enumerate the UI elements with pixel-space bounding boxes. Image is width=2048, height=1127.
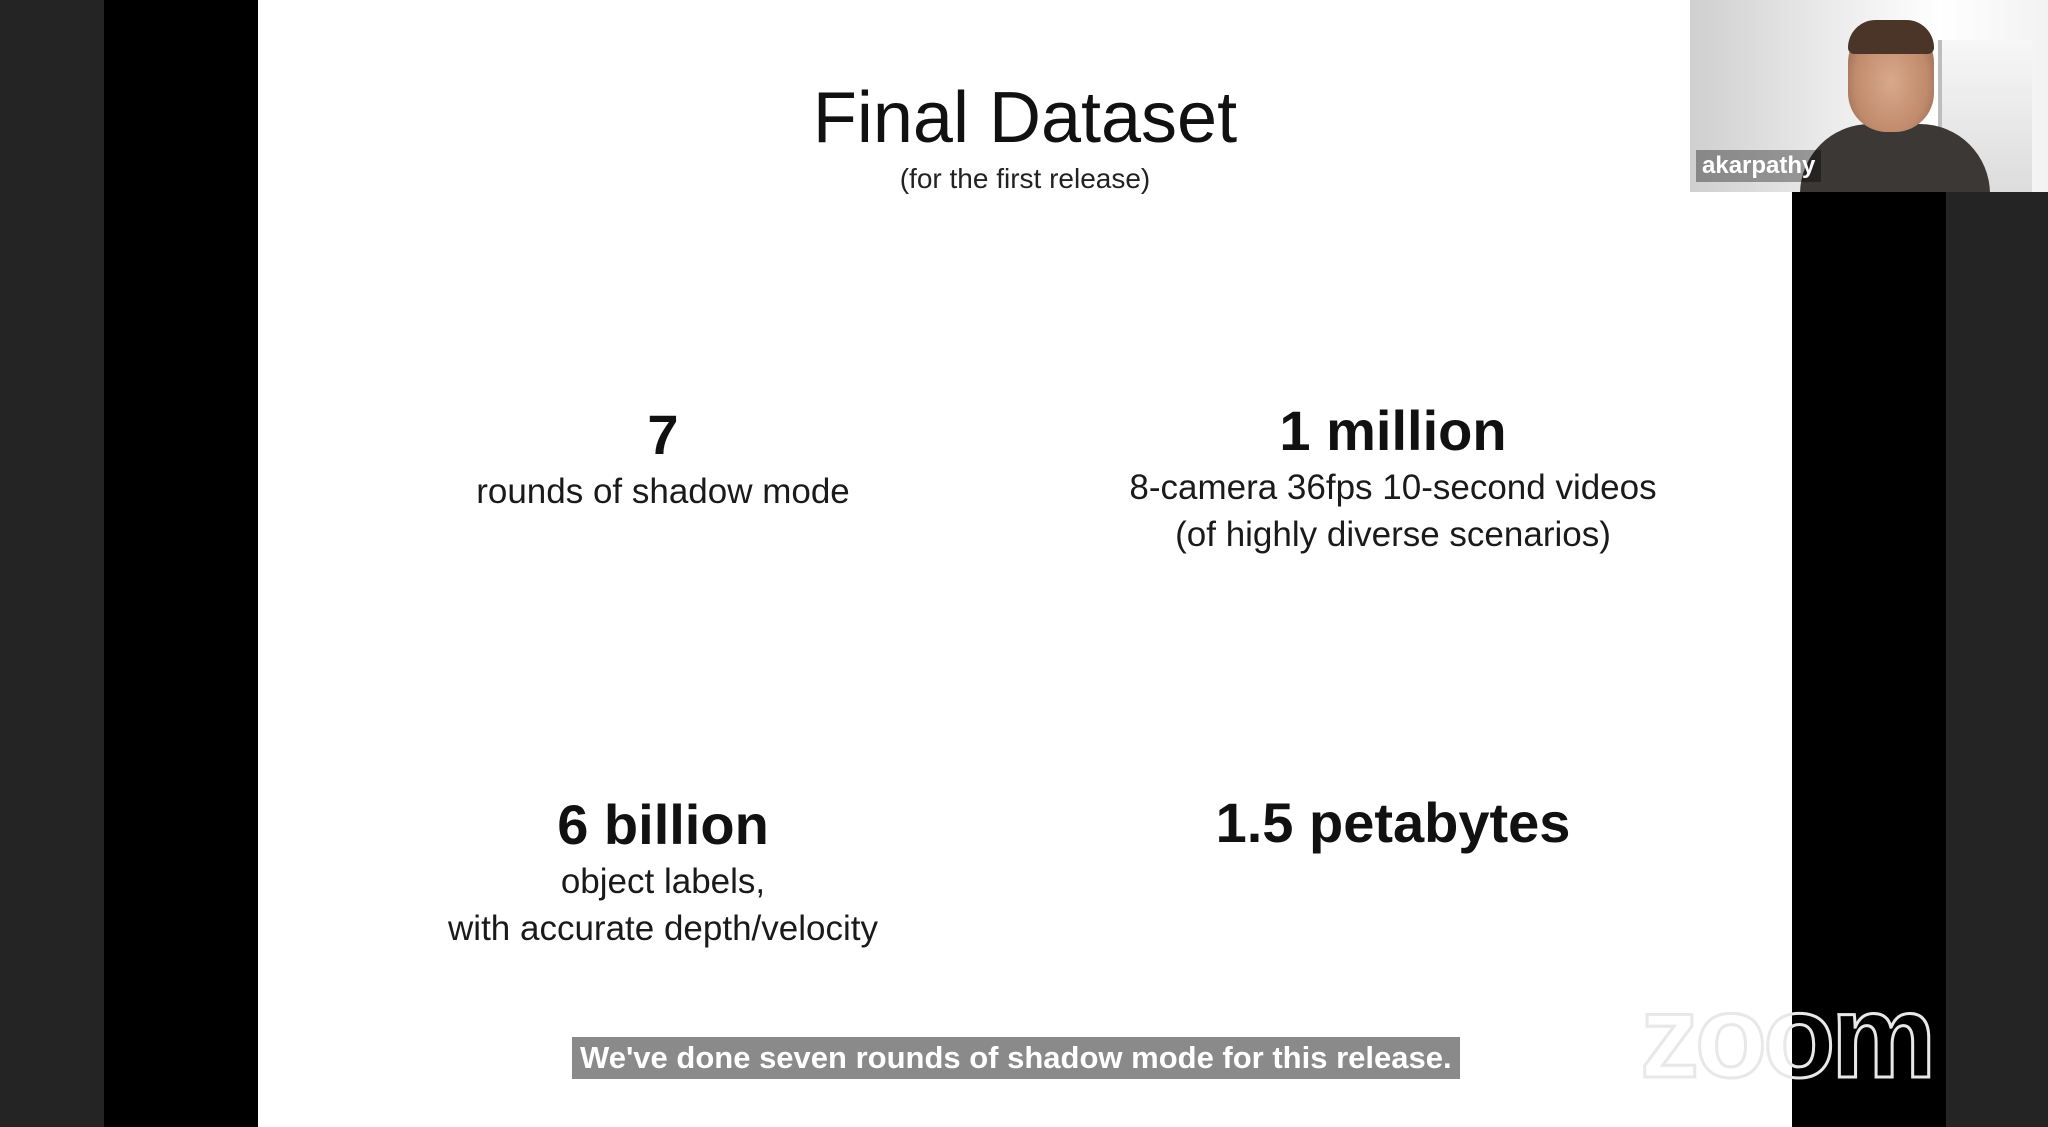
participant-body xyxy=(1800,124,1990,192)
closed-caption: We've done seven rounds of shadow mode for this release. xyxy=(572,1037,1460,1079)
zoom-logo: zoom xyxy=(1640,985,1933,1090)
left-letterbox xyxy=(104,0,258,1127)
participant-video xyxy=(1800,20,1990,192)
stat-labels xyxy=(313,792,1013,952)
shared-slide xyxy=(258,0,1792,1127)
participant-name-label: akarpathy xyxy=(1696,150,1821,182)
stat-value: 7 xyxy=(647,403,679,466)
stat-videos xyxy=(1043,398,1743,558)
slide-title: Final Dataset xyxy=(812,78,1238,158)
stat-value: 1.5 petabytes xyxy=(1215,791,1571,854)
stat-description: 8-camera 36fps 10-second videos xyxy=(1129,468,1657,507)
stat-description: (of highly diverse scenarios) xyxy=(1175,515,1611,554)
stat-description: with accurate depth/velocity xyxy=(448,909,878,948)
stat-value: 6 billion xyxy=(557,793,769,856)
webcam-thumbnail[interactable] xyxy=(1690,0,2048,192)
stat-value: 1 million xyxy=(1279,399,1507,462)
slide-subtitle: (for the first release) xyxy=(899,163,1151,194)
stat-storage xyxy=(1043,790,1743,856)
stat-description: rounds of shadow mode xyxy=(476,472,850,511)
participant-hair xyxy=(1848,20,1934,54)
stat-description: object labels, xyxy=(560,862,766,901)
stat-rounds xyxy=(313,402,1013,515)
